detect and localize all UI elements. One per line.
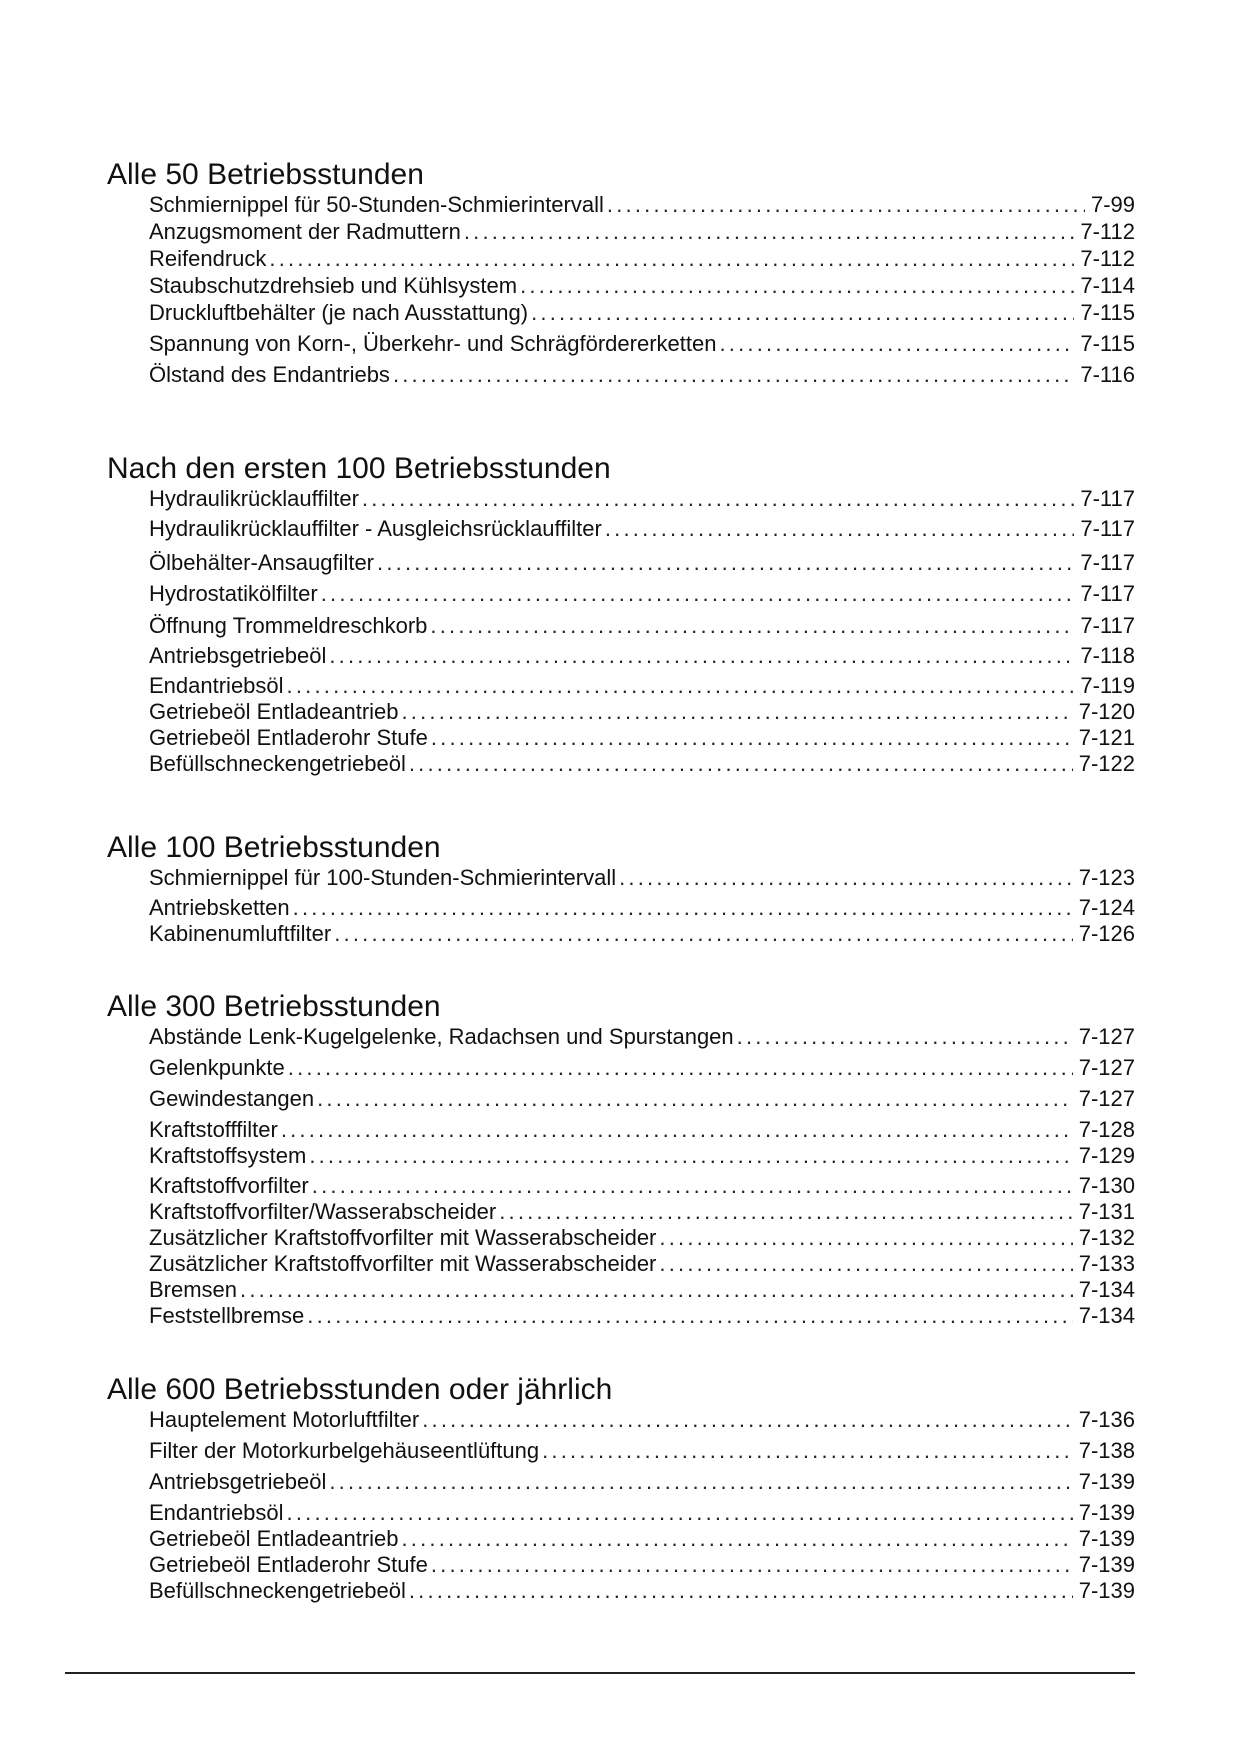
toc-section-300h [107,990,1135,1329]
toc-entry[interactable]: Getriebeöl Entladeantrieb ..... 7-120 [149,699,1135,725]
toc-entry[interactable]: Endantriebsöl ..... 7-139 [149,1500,1135,1526]
toc-entry[interactable]: Kraftstoffsystem ..... 7-129 [149,1143,1135,1173]
toc-section-100h [107,831,1135,947]
toc-entry[interactable]: Druckluftbehälter (je nach Ausstattung) ..... 7-115 [149,300,1135,331]
toc-entry[interactable]: Öffnung Trommeldreschkorb ..... 7-117 [149,613,1135,643]
section-title: Alle 50 Betriebsstunden [107,158,424,191]
section-title: Alle 100 Betriebsstunden [107,831,441,864]
toc-entry[interactable]: Kraftstoffvorfilter/Wasserabscheider ..... 7-131 [149,1199,1135,1225]
toc-entry[interactable]: Filter der Motorkurbelgehäuseentlüftung ..... 7-138 [149,1438,1135,1469]
toc-entry[interactable]: Feststellbremse ..... 7-134 [149,1303,1135,1329]
section-title: Alle 600 Betriebsstunden oder jährlich [107,1373,613,1406]
footer-divider [65,1672,1135,1674]
toc-entry[interactable]: Antriebsgetriebeöl ..... 7-139 [149,1469,1135,1500]
entry-list [149,865,1135,947]
toc-entry[interactable]: Ölstand des Endantriebs ..... 7-116 [149,362,1135,389]
entry-list [149,1024,1135,1329]
toc-entry[interactable]: Hauptelement Motorluftfilter ..... 7-136 [149,1407,1135,1438]
toc-entry[interactable]: Kraftstofffilter ..... 7-128 [149,1117,1135,1143]
toc-entry[interactable]: Schmiernippel für 100-Stunden-Schmierintervall ..... 7-123 [149,865,1135,895]
toc-entry[interactable]: Abstände Lenk-Kugelgelenke, Radachsen und Spurstangen ..... 7-127 [149,1024,1135,1055]
toc-entry[interactable]: Staubschutzdrehsieb und Kühlsystem ..... 7-114 [149,273,1135,300]
toc-entry[interactable]: Bremsen ..... 7-134 [149,1277,1135,1303]
toc-entry[interactable]: Antriebsgetriebeöl ..... 7-118 [149,643,1135,673]
section-title: Nach den ersten 100 Betriebsstunden [107,452,611,485]
toc-entry[interactable]: Endantriebsöl ..... 7-119 [149,673,1135,699]
entry-list [149,192,1135,389]
toc-entry[interactable]: Befüllschneckengetriebeöl ..... 7-122 [149,751,1135,777]
toc-entry[interactable]: Zusätzlicher Kraftstoffvorfilter mit Wasserabscheider ..... 7-132 [149,1225,1135,1251]
toc-entry[interactable]: Reifendruck ..... 7-112 [149,246,1135,273]
toc-entry[interactable]: Getriebeöl Entladerohr Stufe ..... 7-139 [149,1552,1135,1578]
toc-entry[interactable]: Gewindestangen ..... 7-127 [149,1086,1135,1117]
toc-entry[interactable]: Befüllschneckengetriebeöl ..... 7-139 [149,1578,1135,1604]
toc-entry[interactable]: Zusätzlicher Kraftstoffvorfilter mit Wasserabscheider ..... 7-133 [149,1251,1135,1277]
toc-entry[interactable]: Hydraulikrücklauffilter - Ausgleichsrücklauffilter ..... 7-117 [149,516,1135,550]
toc-entry[interactable]: Getriebeöl Entladeantrieb ..... 7-139 [149,1526,1135,1552]
toc-entry[interactable]: Schmiernippel für 50-Stunden-Schmierintervall ..... 7-99 [149,192,1135,219]
toc-section-50h [107,158,1135,389]
toc-entry[interactable]: Kabinenumluftfilter ..... 7-126 [149,921,1135,947]
toc-entry[interactable]: Getriebeöl Entladerohr Stufe ..... 7-121 [149,725,1135,751]
toc-section-first-100h [107,452,1135,777]
toc-entry[interactable]: Hydraulikrücklauffilter ..... 7-117 [149,486,1135,516]
toc-entry[interactable]: Hydrostatikölfilter ..... 7-117 [149,581,1135,613]
toc-section-600h-yearly [107,1373,1135,1604]
toc-entry[interactable]: Spannung von Korn-, Überkehr- und Schrägfördererketten ..... 7-115 [149,331,1135,362]
entry-list [149,1407,1135,1604]
toc-entry[interactable]: Kraftstoffvorfilter ..... 7-130 [149,1173,1135,1199]
section-title: Alle 300 Betriebsstunden [107,990,441,1023]
toc-entry[interactable]: Antriebsketten ..... 7-124 [149,895,1135,921]
toc-entry[interactable]: Ölbehälter-Ansaugfilter ..... 7-117 [149,550,1135,581]
toc-entry[interactable]: Anzugsmoment der Radmuttern ..... 7-112 [149,219,1135,246]
toc-entry[interactable]: Gelenkpunkte ..... 7-127 [149,1055,1135,1086]
entry-list [149,486,1135,777]
